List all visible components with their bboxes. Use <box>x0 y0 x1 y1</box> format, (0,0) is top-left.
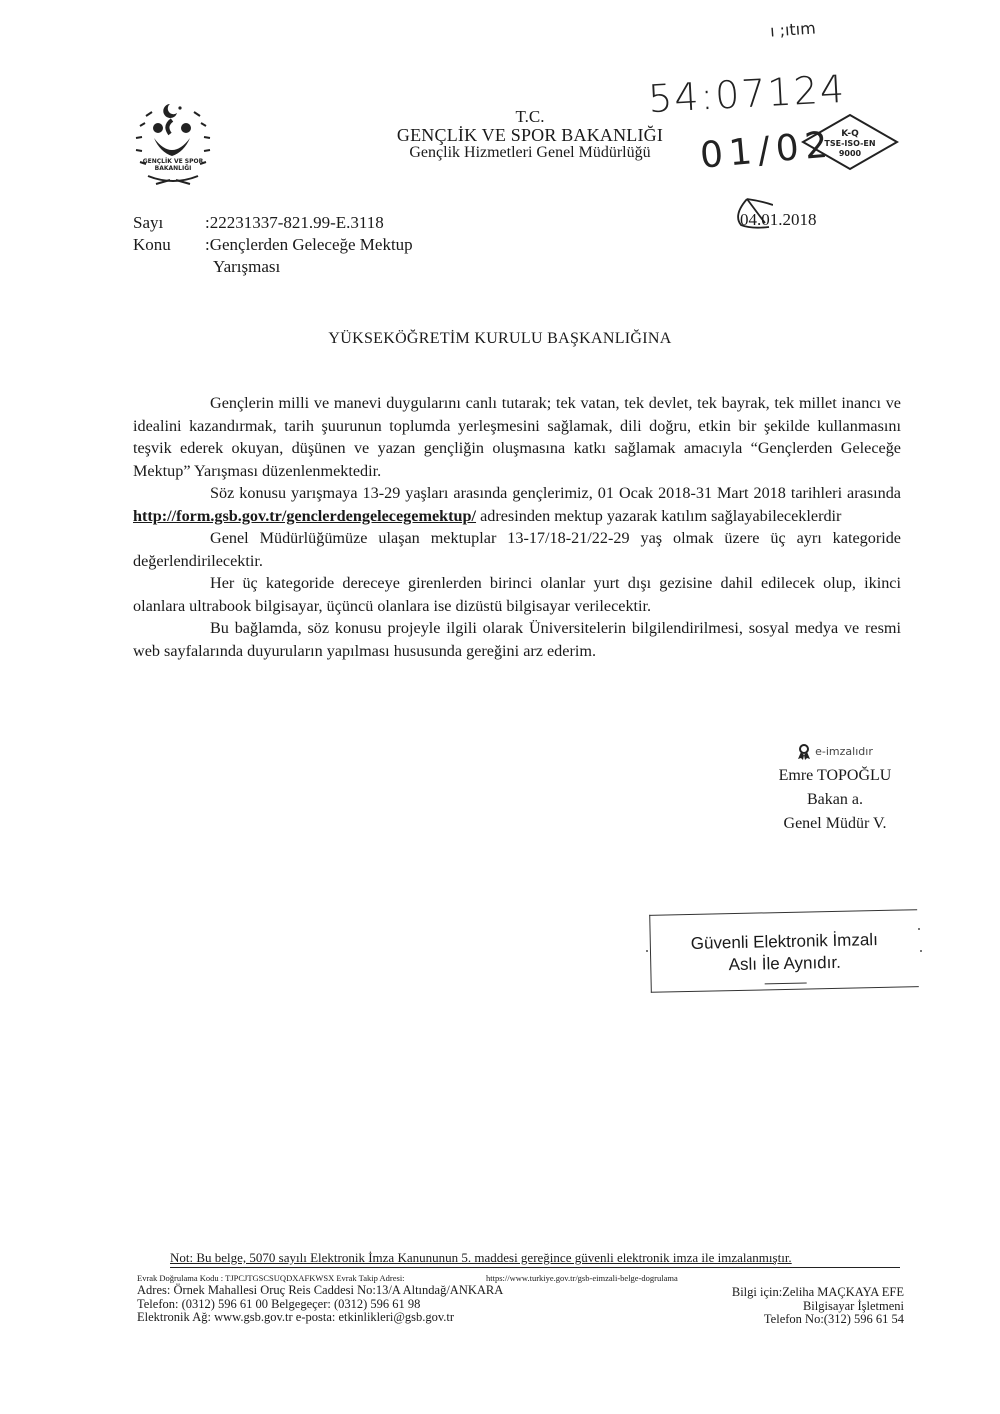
footer-phone: Telefon: (0312) 596 61 00 Belgegeçer: (0312) 596 61 98 <box>137 1296 421 1311</box>
verification-url[interactable]: https://www.turkiye.gov.tr/gsb-eimzali-belge-dogrulama <box>486 1273 678 1283</box>
paragraph-2-text: Söz konusu yarışmaya 13-29 yaşları arasında gençlerimiz, 01 Ocak 2018-31 Mart 2018 tarihleri arasında <box>210 484 901 502</box>
info-role: Bilgisayar İşletmeni <box>802 1298 904 1313</box>
scan-speck <box>646 950 648 952</box>
quality-mark-icon <box>800 112 900 172</box>
signer-title-1: Bakan a. <box>807 791 863 808</box>
stamp-line-2: Aslı İle Aynıdır. <box>728 952 842 975</box>
scan-speck <box>918 928 920 930</box>
e-signature-label: e-imzalıdır <box>815 745 873 758</box>
svg-text:BAKANLIĞI: BAKANLIĞI <box>154 165 192 172</box>
stamp-divider <box>764 983 806 985</box>
addressee: YÜKSEKÖĞRETİM KURULU BAŞKANLIĞINA <box>328 330 672 347</box>
footer-info <box>650 1286 904 1327</box>
quality-mark-line3: 9000 <box>838 149 862 158</box>
document-date: 04.01.2018 <box>740 210 817 229</box>
footer-legal-text: Not: Bu belge, 5070 sayılı Elektronik İmza Kanununun 5. maddesi gereğince güvenli elektronik imza ile imzalanmıştır. <box>170 1250 792 1265</box>
scan-speck <box>920 950 922 952</box>
handwritten-number: 54:07124 <box>646 66 848 122</box>
info-phone: Telefon No:(312) 596 61 54 <box>763 1312 904 1326</box>
ministry-name: GENÇLİK VE SPOR BAKANLIĞI <box>396 125 664 145</box>
letter-body <box>133 392 901 662</box>
paragraph-2-text-end: adresinden mektup yazarak katılım sağlayabileceklerdir <box>476 506 842 525</box>
handwritten-note-top: ı ;ıtım <box>769 18 817 41</box>
paragraph-4: Her üç kategoride dereceye girenlerden birinci olanlar yurt dışı gezisine dahil edilecek olup, ikinci olanlara ultrabook bilgisayar, üçüncü olanlara ise dizüstü bilgisayar verilecektir. <box>133 574 901 615</box>
sayi-value: :22231337-821.99-E.3118 <box>205 213 384 232</box>
certified-copy-stamp <box>649 909 919 993</box>
footer-web: Elektronik Ağ: www.gsb.gov.tr e-posta: etkinlikleri@gsb.gov.tr <box>137 1310 455 1324</box>
paragraph-2 <box>133 482 901 527</box>
footer-contact <box>137 1273 503 1325</box>
svg-text:GENÇLİK VE SPOR: GENÇLİK VE SPOR <box>142 158 204 165</box>
document-meta <box>133 212 413 278</box>
quality-mark-line1: K-Q <box>841 129 859 139</box>
stamp-line-1: Güvenli Elektronik İmzalı <box>690 930 879 953</box>
info-contact: Bilgi için:Zeliha MAÇKAYA EFE <box>731 1285 904 1299</box>
sayi-label: Sayı <box>133 213 164 232</box>
quality-mark-line2: TSE-ISO-EN <box>824 139 876 148</box>
signature-block <box>740 740 930 836</box>
konu-value: :Gençlerden Geleceğe Mektup <box>205 235 413 254</box>
konu-label: Konu <box>133 235 171 254</box>
signer-title-2: Genel Müdür V. <box>783 815 887 832</box>
ministry-logo <box>128 98 218 190</box>
competition-form-link[interactable]: http://form.gsb.gov.tr/genclerdengelecegemektup/ <box>133 506 477 525</box>
footer-legal-note <box>170 1250 900 1268</box>
konu-value-continued: Yarışması <box>213 257 281 276</box>
footer-address: Adres: Örnek Mahallesi Oruç Reis Caddesi No:13/A Altındağ/ANKARA <box>137 1283 504 1297</box>
department-name: Gençlik Hizmetleri Genel Müdürlüğü <box>409 144 651 161</box>
paragraph-5: Bu bağlamda, söz konusu projeyle ilgili olarak Üniversitelerin bilgilendirilmesi, sosyal medya ve resmi web sayfalarında duyuruların yapılması hususunda gereğini arz ederim. <box>133 619 901 660</box>
verification-code: Evrak Doğrulama Kodu : TJPCJTGSCSUQDXAFKWSX Evrak Takip Adresi: <box>137 1273 405 1283</box>
paragraph-1: Gençlerin milli ve manevi duygularını canlı tutarak; tek vatan, tek devlet, tek bayrak, tek millet inancı ve idealini kazandırmak, tarih şuurunun toplumda yerleşmesini sağlamak, dili doğru, etkin bir şekilde kullanmasını teşvik ederek okuyan, düşünen ve yazan gençliğin oluşmasına katkı sağlamak amacıyla “Gençlerden Geleceğe Mektup” Yarışması düzenlenmektedir. <box>133 394 901 480</box>
paragraph-3: Genel Müdürlüğümüze ulaşan mektuplar 13-17/18-21/22-29 yaş olmak üzere üç ayrı kategoride değerlendirilecektir. <box>133 529 901 570</box>
signer-name: Emre TOPOĞLU <box>778 767 892 784</box>
state-abbrev: T.C. <box>515 107 545 126</box>
seal-ribbon-icon <box>797 744 811 760</box>
handwritten-date: 01/02 <box>698 124 836 177</box>
e-signature <box>740 740 930 764</box>
